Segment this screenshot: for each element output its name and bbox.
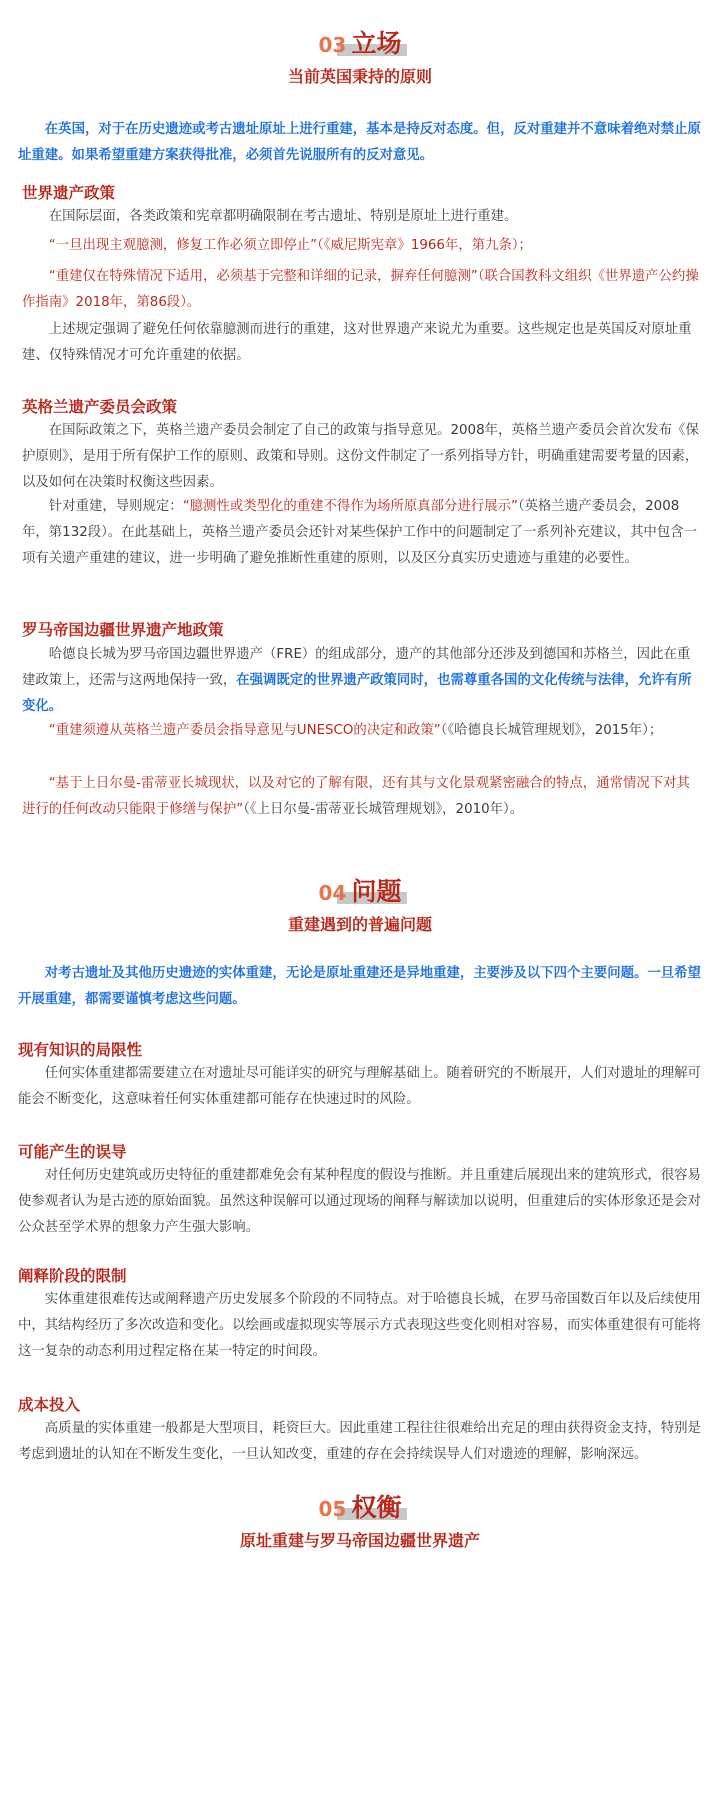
paragraph: 高质量的实体重建一般都是大型项目，耗资巨大。因此重建工程往往很难给出充足的理由获得资金支持，特别是考虑到遗址的认知在不断发生变化，一旦认知改变，重建的存在会持续误导人们对遗迹的理解，影响深远。 [18, 1421, 701, 1462]
quote-hadrians-wall-plan [22, 718, 702, 744]
heading-cost-investment: 成本投入 [18, 1396, 81, 1414]
quote-text: “臆测性或类型化的重建不得作为场所原真部分进行展示” [182, 499, 518, 514]
text: 针对重建，导则规定： [48, 499, 183, 514]
quote-source: （《上日尔曼-雷蒂亚长城管理规划》，2010年）。 [243, 802, 524, 817]
section-05-title [319, 1488, 402, 1522]
section-05-header [0, 1488, 720, 1551]
paragraph: 上述规定强调了避免任何依靠臆测而进行的重建，这对世界遗产来说尤为重要。这些规定也是英国反对原址重建、仅特殊情况才可允许重建的依据。 [22, 322, 692, 363]
section-number: 04 [318, 881, 347, 905]
heading-possible-misleading: 可能产生的误导 [18, 1143, 127, 1161]
paragraph: 在国际政策之下，英格兰遗产委员会制定了自己的政策与指导意见。2008年，英格兰遗产委员会首次发布《保护原则》，是用于所有保护工作的原则、政策和导则。这份文件制定了一系列指导方针，明确重建需要考量的因素，以及如何在决策时权衡这些因素。 [22, 423, 699, 490]
quote-text: “基于上日尔曼-雷蒂亚长城现状，以及对它的了解有限，还有其与文化景观紧密融合的特点，通常情况下对其进行的任何改动只能限于修缮与保护” [22, 776, 690, 817]
heading-interpretation-limits: 阐释阶段的限制 [18, 1267, 127, 1285]
heading-world-heritage-policy: 世界遗产政策 [22, 184, 116, 202]
heading-roman-frontier-policy: 罗马帝国边疆世界遗产地政策 [22, 621, 224, 639]
highlight-text: 在强调既定的世界遗产政策同时，也需尊重各国的文化传统与法律，允许有所变化。 [22, 673, 692, 714]
quote-unesco-guidelines: “重建仅在特殊情况下适用，必须基于完整和详细的记录，摒弃任何臆测”（联合国教科文组织《世界遗产公约操作指南》2018年，第86段）。 [22, 269, 699, 310]
paragraph [22, 494, 702, 572]
quote-text: “重建须遵从英格兰遗产委员会指导意见与UNESCO的决定和政策” [48, 723, 441, 738]
paragraph [22, 642, 702, 720]
section-04-lead: 对考古遗址及其他历史遗迹的实体重建，无论是原址重建还是异地重建，主要涉及以下四个主要问题。一旦希望开展重建，都需要谨慎考虑这些问题。 [18, 966, 701, 1007]
section-subtitle: 重建遇到的普遍问题 [287, 915, 432, 934]
quote-venice-charter [22, 233, 702, 259]
heading-english-heritage-policy: 英格兰遗产委员会政策 [22, 398, 178, 416]
quote-source: （《威尼斯宪章》1966年，第九条）； [317, 238, 532, 253]
paragraph: 实体重建很难传达或阐释遗产历史发展多个阶段的不同特点。对于哈德良长城，在罗马帝国数百年以及后续使用中，其结构经历了多次改造和变化。以绘画或虚拟现实等展示方式表现这些变化则相对容易，而实体重建很有可能将这一复杂的动态利用过程定格在某一特定的时间段。 [18, 1292, 701, 1359]
paragraph: 在国际层面，各类政策和宪章都明确限制在考古遗址、特别是原址上进行重建。 [48, 209, 518, 224]
section-number: 05 [318, 1497, 347, 1521]
section-number: 03 [318, 33, 347, 57]
heading-knowledge-limits: 现有知识的局限性 [18, 1041, 143, 1059]
section-04-title [319, 872, 402, 906]
text: 哈德良长城为罗马帝国边疆世界遗产（FRE）的组成部分，遗产的其他部分还涉及到德国和苏格兰，因此在重建政策上，还需与这两地保持一致， [22, 647, 691, 688]
section-03-lead: 在英国，对于在历史遗迹或考古遗址原址上进行重建，基本是持反对态度。但，反对重建并不意味着绝对禁止原址重建。如果希望重建方案获得批准，必须首先说服所有的反对意见。 [18, 122, 701, 163]
quote-upper-german-raetian-plan [22, 771, 702, 823]
section-04-header [0, 872, 720, 935]
section-subtitle: 当前英国秉持的原则 [287, 67, 432, 86]
quote-text: “一旦出现主观臆测，修复工作必须立即停止” [48, 238, 318, 253]
section-title: 立场 [351, 29, 402, 58]
paragraph: 任何实体重建都需要建立在对遗址尽可能详实的研究与理解基础上。随着研究的不断展开，人们对遗址的理解可能会不断变化，这意味着任何实体重建都可能存在快速过时的风险。 [18, 1066, 701, 1107]
quote-source: （《哈德良长城管理规划》，2015年）； [440, 723, 663, 738]
section-03-title [319, 24, 402, 58]
section-subtitle: 原址重建与罗马帝国边疆世界遗产 [239, 1531, 480, 1550]
section-03-header [0, 24, 720, 87]
section-title: 权衡 [351, 1493, 402, 1522]
paragraph: 对任何历史建筑或历史特征的重建都难免会有某种程度的假设与推断。并且重建后展现出来的建筑形式，很容易使参观者认为是古迹的原始面貌。虽然这种误解可以通过现场的阐释与解读加以说明，但重建后的实体形象还是会对公众甚至学术界的想象力产生强大影响。 [18, 1168, 701, 1235]
section-title: 问题 [351, 877, 402, 906]
text: （英格兰遗产委员会，2008年，第132段）。在此基础上，英格兰遗产委员会还针对某些保护工作中的问题制定了一系列补充建议，其中包含一项有关遗产重建的建议，进一步明确了避免推断性重建的原则，以及区分真实历史遗迹与重建的必要性。 [22, 499, 697, 566]
